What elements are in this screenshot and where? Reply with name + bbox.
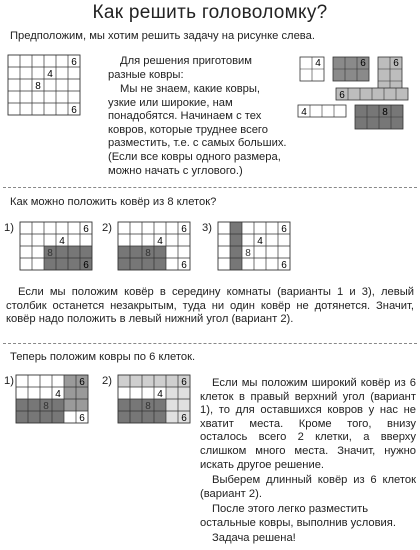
grid-number: 6 [79, 413, 85, 424]
grid-number: 4 [157, 389, 163, 400]
variant-label: 2) [102, 222, 112, 234]
grid-number: 8 [145, 401, 151, 412]
variant-1-grid [20, 222, 92, 271]
intro-text: Предположим, мы хотим решить задачу на рисунке слева. [10, 30, 315, 42]
carpet-4-long [298, 105, 346, 118]
carpet-6-tall [378, 57, 402, 93]
carpet-label: 8 [382, 107, 388, 118]
grid-number: 4 [59, 236, 65, 247]
carpet-label: 6 [393, 58, 399, 69]
section3-conclusion: Задача решена! [212, 532, 296, 544]
section2-explanation: Если мы положим ковёр в середину комнаты (варианты 1 и 3), левый столбик останется незакрытым, туда ни один ковёр не дотянется. Значит, ковёр надо положить в левый нижний угол (вариант 2). [6, 286, 414, 326]
carpet-6-long [336, 88, 408, 101]
carpet-6-wide [333, 57, 369, 81]
grid-number: 8 [43, 401, 49, 412]
variant-3-grid [218, 222, 290, 271]
grid-number: 6 [71, 57, 77, 68]
grid-number: 6 [83, 260, 89, 271]
section2-question: Как можно положить ковёр из 8 клеток? [10, 196, 217, 208]
grid-number: 6 [281, 260, 287, 271]
puzzle-grid [8, 55, 80, 116]
grid-number: 6 [181, 260, 187, 271]
grid-number: 6 [79, 377, 85, 388]
grid-number: 8 [35, 81, 41, 92]
grid-number: 8 [145, 248, 151, 259]
carpet-8 [355, 105, 403, 129]
variant-label: 1) [4, 222, 14, 234]
section3-variant-2-grid [118, 375, 190, 424]
carpet-pieces [298, 57, 408, 129]
grid-number: 6 [83, 224, 89, 235]
grid-number: 4 [55, 389, 61, 400]
section-divider [3, 343, 417, 344]
carpet-label: 4 [315, 58, 321, 69]
variant-label: 1) [4, 375, 14, 387]
grid-number: 4 [47, 69, 53, 80]
section3-paragraph-2: Выберем длинный ковёр из 6 клеток (вариант 2). [200, 474, 416, 500]
grid-number: 6 [181, 377, 187, 388]
grid-number: 8 [47, 248, 53, 259]
variant-label: 2) [102, 375, 112, 387]
section3-variant-1-grid [16, 375, 88, 424]
section3-paragraph-1: Если мы положим широкий ковёр из 6 клеток в правый верхний угол (вариант 1), то для оставшихся ковров у нас не хватит места. Кроме того, внизу осталось всего 2 клетки, а вверху слишком много места. Значит, нужно искать другое решение. [200, 377, 416, 471]
section3-heading: Теперь положим ковры по 6 клеток. [10, 351, 196, 363]
carpets-intro-text: Для решения приготовим разные ковры: [108, 55, 252, 81]
grid-number: 6 [181, 413, 187, 424]
grid-number: 8 [245, 248, 251, 259]
grid-number: 6 [181, 224, 187, 235]
carpets-strategy-text: Мы не знаем, какие ковры, узкие или широкие, нам понадобятся. Начинаем с тех ковров, которые труднее всего разместить, т.е. с самых больших. (Если все ковры одного размера, можно начать с углового.) [108, 83, 287, 177]
section3-paragraph-3: После этого легко разместить остальные ковры, выполнив условия. [200, 503, 396, 529]
page-title: Как решить головоломку? [92, 2, 328, 23]
variant-2-grid [118, 222, 190, 271]
grid-number: 6 [71, 105, 77, 116]
grid-number: 4 [257, 236, 263, 247]
carpet-4-square [300, 57, 324, 81]
carpet-label: 6 [360, 58, 366, 69]
section-divider [3, 187, 417, 188]
grid-number: 6 [281, 224, 287, 235]
grid-number: 4 [157, 236, 163, 247]
carpet-label: 4 [301, 107, 307, 118]
carpet-label: 6 [339, 90, 345, 101]
variant-label: 3) [202, 222, 212, 234]
